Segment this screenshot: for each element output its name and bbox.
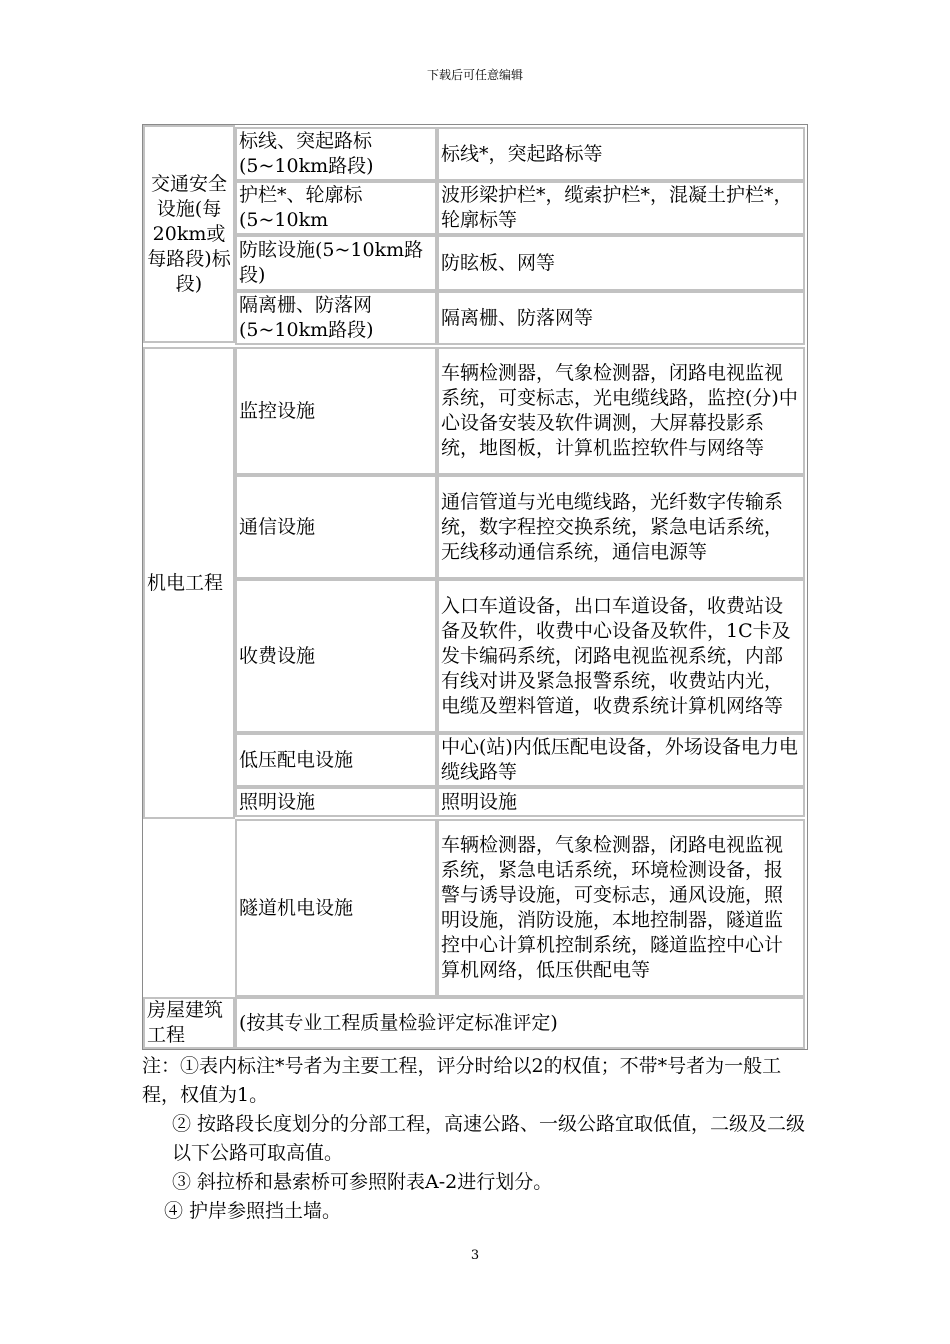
- item-name: 照明设施: [235, 787, 437, 817]
- item-name: 隧道机电设施: [235, 819, 437, 997]
- item-name: 标线、突起路标(5~10km路段): [235, 127, 437, 181]
- item-content: 入口车道设备，出口车道设备，收费站设备及软件，收费中心设备及软件，1C卡及发卡编码系统，闭路电视监视系统，内部有线对讲及紧急报警系统，收费站内光，电缆及塑料管道，收费系统计算机网络等: [437, 579, 805, 733]
- group-traffic-safety: 交通安全设施(每20km或每路段)标段): [143, 125, 235, 343]
- note-4: ④ 护岸参照挡土墙。: [164, 1200, 342, 1222]
- item-content: 波形梁护栏*，缆索护栏*，混凝土护栏*，轮廓标等: [437, 181, 805, 235]
- group-electromechanical: 机电工程: [143, 347, 235, 819]
- item-content: (按其专业工程质量检验评定标准评定): [235, 997, 805, 1049]
- item-content: 中心(站)内低压配电设备，外场设备电力电缆线路等: [437, 733, 805, 787]
- note-1: 注：①表内标注*号者为主要工程，评分时给以2的权值；不带*号者为一般工程，权值为1。: [142, 1055, 782, 1106]
- item-name: 护栏*、轮廓标(5~10km: [235, 181, 437, 235]
- item-content: 车辆检测器，气象检测器，闭路电视监视系统，紧急电话系统，环境检测设备，报警与诱导设施，可变标志，通风设施，照明设施，消防设施，本地控制器，隧道监控中心计算机控制系统，隧道监控中心计算机网络，低压供配电等: [437, 819, 805, 997]
- group-blank: [143, 819, 235, 995]
- item-content: 防眩板、网等: [437, 235, 805, 291]
- page-number: 3: [470, 1248, 480, 1263]
- item-content: 通信管道与光电缆线路，光纤数字传输系统，数字程控交换系统，紧急电话系统，无线移动通信系统，通信电源等: [437, 475, 805, 579]
- item-name: 低压配电设施: [235, 733, 437, 787]
- page-header: 下载后可任意编辑: [426, 68, 523, 82]
- item-name: 通信设施: [235, 475, 437, 579]
- quality-table: [142, 124, 808, 1050]
- group-building: 房屋建筑工程: [143, 997, 235, 1049]
- item-content: 标线*，突起路标等: [437, 127, 805, 181]
- item-content: 照明设施: [437, 787, 805, 817]
- item-content: 车辆检测器，气象检测器，闭路电视监视系统，可变标志，光电缆线路，监控(分)中心设备安装及软件调测，大屏幕投影系统，地图板，计算机监控软件与网络等: [437, 347, 805, 475]
- note-3: ③ 斜拉桥和悬索桥可参照附表A-2进行划分。: [172, 1171, 553, 1193]
- item-name: 隔离栅、防落网(5~10km路段): [235, 291, 437, 345]
- item-name: 防眩设施(5~10km路段): [235, 235, 437, 291]
- item-name: 监控设施: [235, 347, 437, 475]
- note-2: ② 按路段长度划分的分部工程，高速公路、一级公路宜取低值，二级及二级以下公路可取高值。: [172, 1113, 806, 1164]
- table-notes: [142, 1052, 808, 1226]
- item-content: 隔离栅、防落网等: [437, 291, 805, 345]
- item-name: 收费设施: [235, 579, 437, 733]
